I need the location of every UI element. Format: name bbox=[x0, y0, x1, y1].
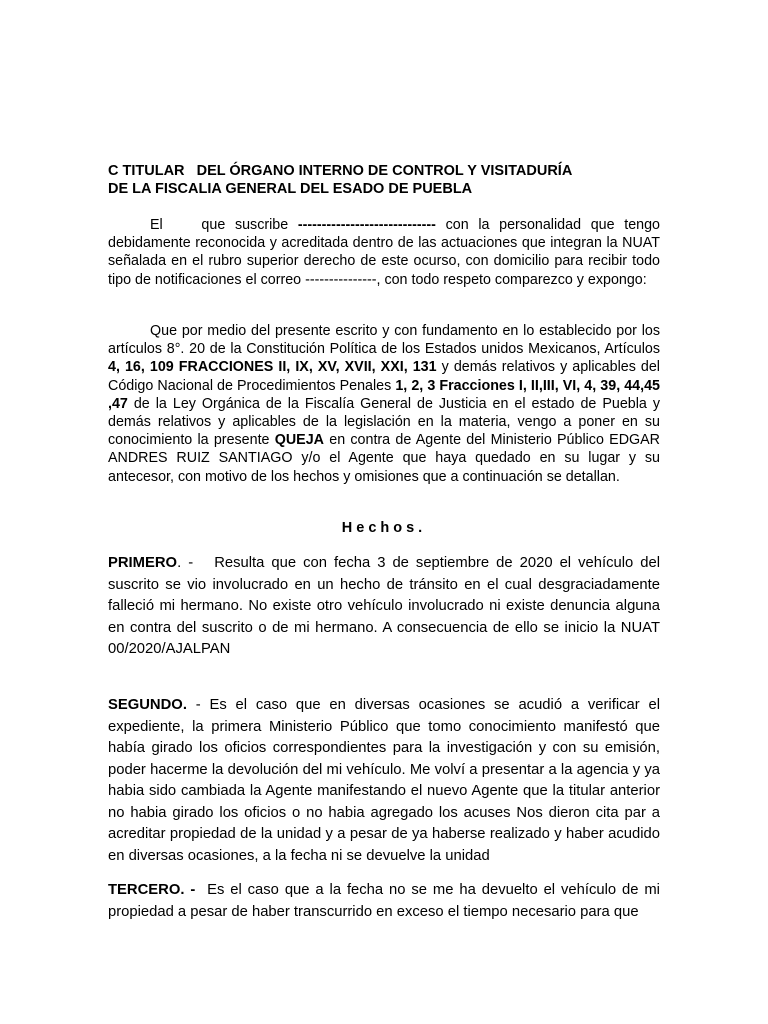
fact-separator bbox=[195, 882, 207, 898]
intro-paragraph bbox=[108, 216, 660, 289]
fact-label: PRIMERO bbox=[108, 555, 178, 571]
fact-third bbox=[108, 880, 660, 923]
name-placeholder: ----------------------------- bbox=[297, 217, 436, 233]
complaint-keyword: QUEJA bbox=[274, 432, 324, 449]
legal-articles-1: 4, 16, 109 FRACCIONES II, IX, XV, XVII, XXI, 131 bbox=[108, 359, 437, 376]
addressee-line-1: C TITULAR DEL ÓRGANO INTERNO DE CONTROL Y VISITADURÍA bbox=[108, 163, 573, 179]
fact-second bbox=[108, 695, 660, 867]
legal-text-1: Que por medio del presente escrito y con fundamento en lo establecido por los artículos 8°. 20 de la Constitución Política de los Estados unidos Mexicanos, Artículos bbox=[108, 323, 660, 358]
fact-separator: . - bbox=[177, 555, 208, 571]
addressee-line-2: DE LA FISCALIA GENERAL DEL ESADO DE PUEBLA bbox=[108, 181, 473, 197]
facts-heading: Hechos. bbox=[341, 520, 427, 536]
legal-basis-paragraph bbox=[108, 322, 660, 486]
legal-articles-2: 1, 2, 3 Fracciones I, II,III, VI, 4, 39, 44,45 ,47 bbox=[108, 377, 661, 412]
fact-label: TERCERO. - bbox=[108, 882, 196, 898]
intro-text-1: El que suscribe bbox=[150, 217, 298, 233]
fact-text: Es el caso que en diversas ocasiones se acudió a verificar el expediente, la primera Ministerio Público que tomo conocimiento manifestó que había girado los oficios correspondientes para la investigación y con su emisión, poder hacerme la devolución del mi vehículo. Me volví a presentar a la agencia y ya habia sido cambiada la Agente manifestando el nuevo Agente que la titular anterior no habia girado los oficios o no habia agregado los acuses Nos dieron cita par a acreditar propiedad de la unidad y a pesar de ya haberse realizado y haber acudido en diversas ocasiones, a la fecha ni se devuelve la unidad bbox=[108, 697, 660, 864]
fact-separator: - bbox=[186, 697, 210, 713]
intro-text-2: con la personalidad que tengo debidamente reconocida y acreditada dentro de las actuaciones que integran la NUAT señalada en el rubro superior derecho de este ocurso, con domicilio para recibir todo tipo de notificaciones el correo ---------------, con todo respeto comparezco y expongo: bbox=[108, 217, 660, 288]
fact-text: Es el caso que a la fecha no se me ha devuelto el vehículo de mi propiedad a pesar de haber transcurrido en exceso el tiempo necesario para que bbox=[108, 882, 660, 920]
legal-text-4: en contra de Agente del Ministerio Público EDGAR ANDRES RUIZ SANTIAGO y/o el Agente que haya quedado en su lugar y su antecesor, con motivo de los hechos y omisiones que a continuación se detallan. bbox=[108, 432, 660, 485]
fact-text: Resulta que con fecha 3 de septiembre de 2020 el vehículo del suscrito se vio involucrado en un hecho de tránsito en el cual desgraciadamente falleció mi hermano. No existe otro vehículo involucrado ni existe denuncia alguna en contra del suscrito o de mi hermano. A consecuencia de ello se inicio la NUAT 00/2020/AJALPAN bbox=[108, 555, 660, 657]
addressee-block bbox=[108, 162, 660, 198]
legal-text-2: y demás relativos y aplicables del Código Nacional de Procedimientos Penales bbox=[108, 359, 660, 394]
legal-text-3: de la Ley Orgánica de la Fiscalía General de Justicia en el estado de Puebla y demás relativos y aplicables de la legislación en la materia, vengo a poner en su conocimiento la presente bbox=[108, 395, 660, 449]
fact-label: SEGUNDO. bbox=[108, 697, 187, 713]
fact-first bbox=[108, 553, 660, 661]
